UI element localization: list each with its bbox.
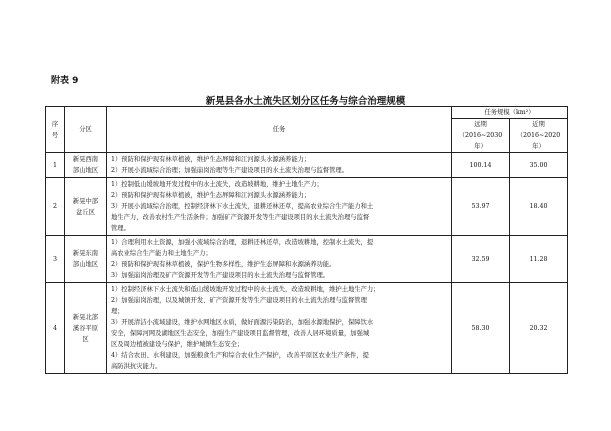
zone-name-line: 新晃西南	[72, 156, 99, 163]
zone-name-line: 部山地区	[72, 261, 99, 268]
near-term-scale: 18.40	[510, 178, 568, 236]
zone-name	[65, 283, 107, 374]
zone-name	[65, 236, 107, 283]
header-seq	[46, 107, 65, 153]
near-term-scale: 20.32	[510, 283, 568, 374]
header-near-term-range: （2016~2020 年）	[516, 132, 561, 150]
row-number: 1	[46, 153, 65, 178]
task-line: 高防洪抗灾能力。	[111, 363, 162, 370]
long-term-scale: 100.14	[452, 153, 510, 178]
long-term-scale: 32.59	[452, 236, 510, 283]
task-description	[107, 153, 452, 178]
table-row	[46, 178, 568, 236]
zone-name-line: 新晃北部	[72, 313, 99, 321]
task-line: 地生产力，改善农村生产生活条件；加强矿产资源开发等生产建设项目的水土流失治理与监督	[111, 214, 370, 221]
task-description	[107, 178, 452, 236]
task-line: 高农业综合生产能力和土地生产力；	[111, 250, 212, 257]
zone-name-line: 新晃东南	[72, 250, 99, 257]
task-line: 2）加强崩岗治理，以及城镇开发、矿产资源开发等生产建设项目的水土流失治理与监督管理	[111, 297, 367, 304]
task-line: 理；	[111, 308, 124, 315]
near-term-scale: 35.00	[510, 153, 568, 178]
task-line: 管理。	[111, 225, 130, 232]
table-row	[46, 153, 568, 178]
task-description	[107, 283, 452, 374]
row-number: 4	[46, 283, 65, 374]
header-near-term-label: 近期	[532, 121, 545, 128]
row-number: 3	[46, 236, 65, 283]
task-line: 3）开展清洁小流域建设，维护水网地区水质，做好面源污染防治，加强水源地保护，保障饮水	[111, 319, 374, 326]
zone-name-line: 新晃中部	[72, 197, 99, 205]
long-term-scale: 53.97	[452, 178, 510, 236]
table-body	[46, 153, 568, 374]
header-near-term	[510, 119, 568, 153]
zone-name	[65, 153, 107, 178]
task-line: 1）控制低山缓坡地开发过程中的水土流失，改造坡耕地，维护土地生产力；	[111, 181, 323, 188]
header-long-term-range: （2016~2030 年）	[458, 132, 503, 150]
task-line: 1）合理利用水土资源，加强小流域综合治理，退耕还林还草，改造坡耕地，控制水土流失，提	[111, 239, 374, 246]
header-seq-line1: 序	[51, 120, 59, 128]
table-row	[46, 236, 568, 283]
row-number: 2	[46, 178, 65, 236]
task-line: 4）结合农田、水利建设，加强粮食生产和综合农业生产保护， 改善平原区农业生产条件，提	[111, 352, 369, 359]
task-line: 3）开展小流域综合治理，控制经济林下水土流失，退耕还林还草，提高农业综合生产能力和土	[111, 203, 374, 210]
zoning-task-table	[45, 106, 568, 374]
zone-name-line: 盆丘区	[76, 208, 95, 216]
long-term-scale: 58.30	[452, 283, 510, 374]
near-term-scale: 11.28	[510, 236, 568, 283]
task-description	[107, 236, 452, 283]
task-line: 区及周边植被建设与保护，维护城镇生态安全；	[111, 341, 244, 348]
task-line: 1）控制经济林下水土流失和低山缓坡地开发过程中的水土流失，改造坡耕地，维护土地生产力；	[111, 286, 380, 293]
header-zone: 分区	[65, 107, 107, 153]
zone-name-line: 溪谷平原	[72, 324, 99, 332]
zone-name	[65, 178, 107, 236]
table-title: 新晃县各水土流失区划分区任务与综合治理规模	[205, 96, 406, 107]
header-task: 任务	[107, 107, 452, 153]
header-seq-line2: 号	[51, 131, 59, 139]
zone-name-line: 部山地区	[72, 167, 99, 174]
header-long-term	[452, 119, 510, 153]
zone-name-line: 区	[82, 335, 89, 343]
header-long-term-label: 远期	[474, 121, 487, 128]
table-row	[46, 283, 568, 374]
header-scale: 任务规模（km²）	[452, 107, 568, 119]
task-line: 安全，保障河网及湖地区生态安全，加强生产建设项目监督管理，改善人居环境质量，加强城	[111, 330, 370, 337]
task-line: 2）开展小流域综合治理；加强崩岗治理等生产建设项目的水土流失治理与监督管理。	[111, 167, 348, 174]
task-line: 1）预防和保护现有林草植被，维护生态屏障和江河源头水源涵养能力；	[111, 156, 311, 163]
appendix-label: 附表 9	[51, 76, 79, 86]
task-line: 2）预防和保护现有林草植被，维护生态屏障和江河源头水源涵养能力；	[111, 192, 311, 199]
task-line: 2）预防和保护现有林草植被，保护生物多样性，维护生态屏障和水源涵养功能。	[111, 261, 336, 268]
task-line: 3）加强崩岗治理及矿产资源开发等生产建设项目的水土流失治理与监督管理。	[111, 272, 330, 279]
